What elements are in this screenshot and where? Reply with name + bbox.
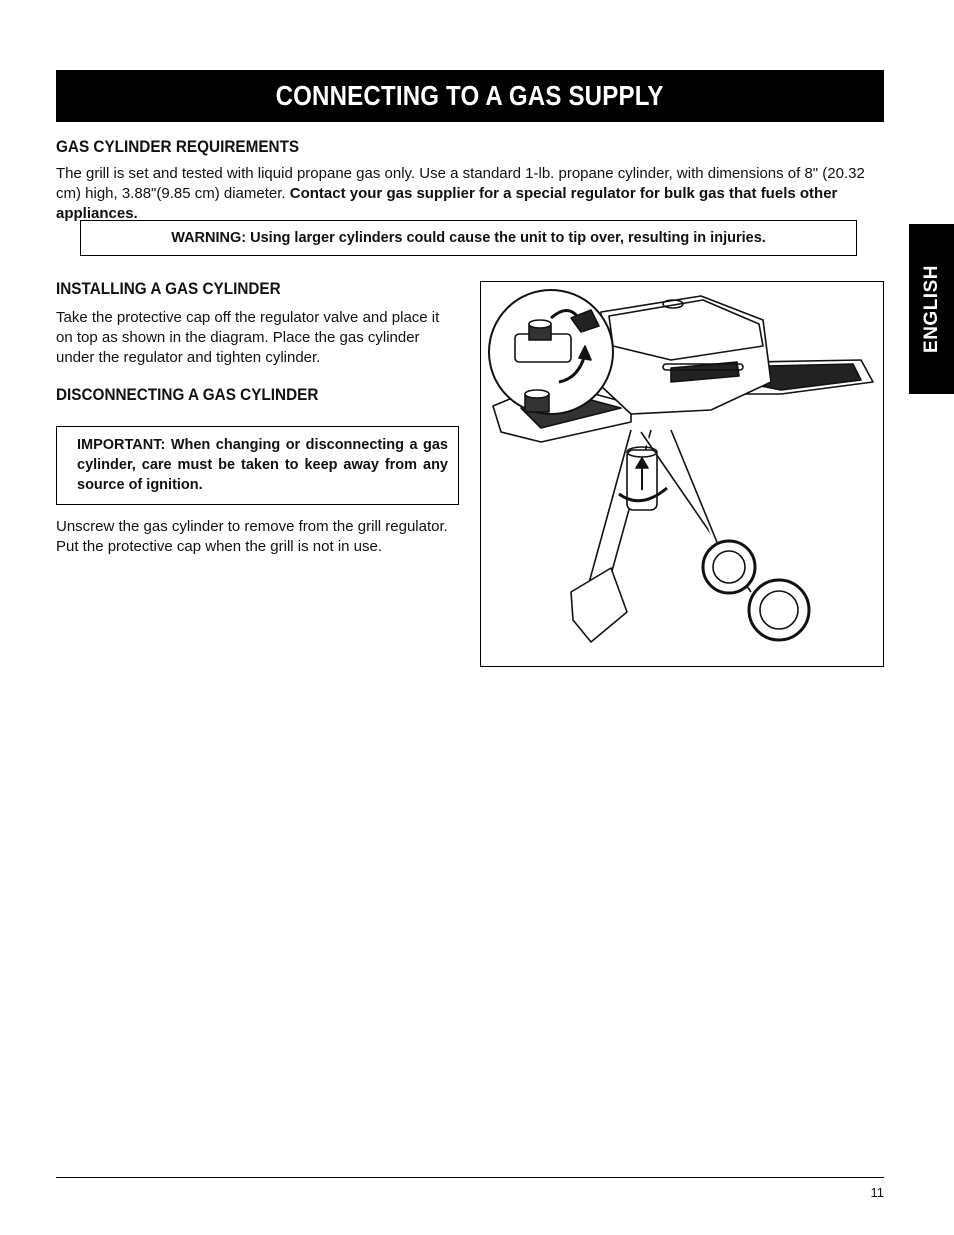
- installing-text: Take the protective cap off the regulator valve and place it on top as shown in the diagram. Place the gas cylinder under the regulator and tighten cylinder.: [56, 309, 440, 366]
- wheel: [703, 541, 755, 593]
- installing-heading: INSTALLING A GAS CYLINDER: [56, 279, 281, 298]
- requirements-paragraph: [56, 164, 884, 224]
- warning-text: WARNING: Using larger cylinders could cause the unit to tip over, resulting in injuries.: [171, 230, 766, 246]
- page-title-bar: [56, 70, 884, 122]
- protective-cap-top: [525, 390, 549, 398]
- language-tab: [909, 224, 954, 394]
- page-title: CONNECTING TO A GAS SUPPLY: [275, 80, 665, 111]
- disconnecting-text: Unscrew the gas cylinder to remove from the grill regulator. Put the protective cap when the grill is not in use.: [56, 518, 448, 555]
- requirements-text: The grill is set and tested with liquid propane gas only. Use a standard 1-lb. propane cylinder, with dimensions of 8" (20.32 cm) high, 3.88"(9.85 cm) diameter.: [56, 165, 865, 202]
- warning-box: [80, 220, 857, 256]
- base-foot: [571, 568, 627, 642]
- regulator-cap: [529, 320, 551, 328]
- wheel: [749, 580, 809, 640]
- grill-diagram: [480, 281, 884, 667]
- important-text: IMPORTANT: When changing or disconnecting a gas cylinder, care must be taken to keep away from any source of ignition.: [77, 437, 448, 493]
- disconnecting-heading: DISCONNECTING A GAS CYLINDER: [56, 385, 319, 404]
- requirements-heading: GAS CYLINDER REQUIREMENTS: [56, 137, 300, 156]
- footer-rule: [56, 1177, 884, 1178]
- important-box: [56, 426, 459, 505]
- page-number: 11: [870, 1185, 884, 1200]
- requirements-bold-text: Contact your gas supplier for a special regulator for bulk gas that fuels other appliances.: [56, 185, 838, 222]
- language-tab-label: ENGLISH: [920, 265, 942, 353]
- grill-illustration: [481, 282, 883, 666]
